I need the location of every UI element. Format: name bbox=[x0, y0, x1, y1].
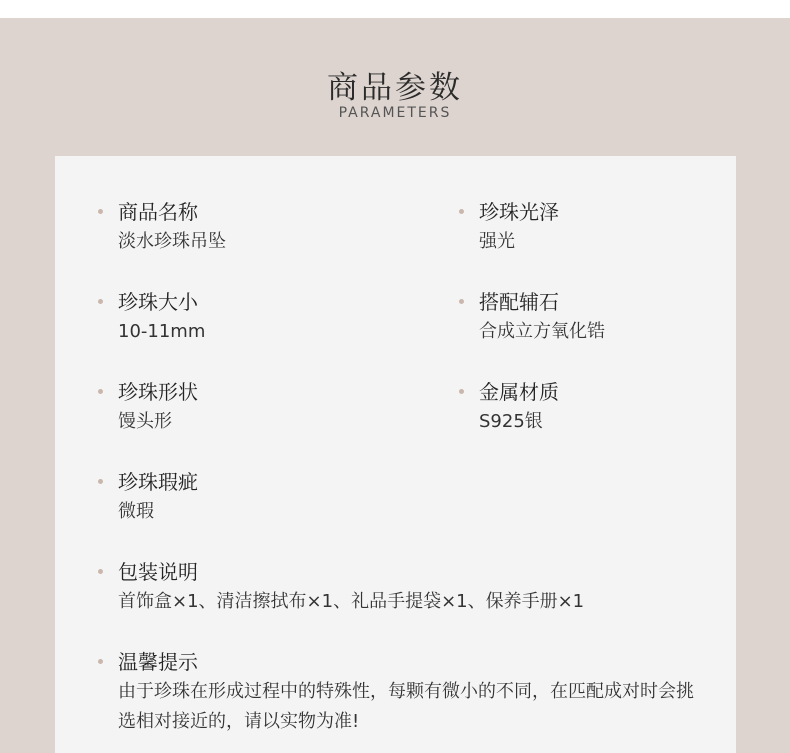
param-product-name bbox=[118, 199, 226, 257]
param-label: 珍珠形状 bbox=[118, 380, 198, 404]
bullet-dot-icon bbox=[459, 389, 464, 394]
bullet-dot-icon bbox=[459, 209, 464, 214]
param-value: 强光 bbox=[479, 231, 515, 252]
param-value: 合成立方氧化锆 bbox=[479, 321, 605, 342]
param-value: 10-11mm bbox=[118, 321, 206, 342]
param-value: 由于珍珠在形成过程中的特殊性，每颗有微小的不同，在匹配成对时会挑选相对接近的，请以实物为准! bbox=[118, 681, 694, 732]
param-value: 淡水珍珠吊坠 bbox=[118, 231, 226, 252]
bullet-dot-icon bbox=[98, 479, 103, 484]
param-pearl-luster bbox=[479, 199, 559, 257]
section-subtitle: PARAMETERS bbox=[338, 105, 452, 121]
param-packaging bbox=[118, 559, 584, 617]
bullet-dot-icon bbox=[459, 299, 464, 304]
param-pearl-size bbox=[118, 289, 205, 347]
param-metal-material bbox=[479, 379, 559, 437]
param-value: 微瑕 bbox=[118, 501, 154, 522]
param-label: 珍珠大小 bbox=[118, 290, 198, 314]
bullet-dot-icon bbox=[98, 659, 103, 664]
bullet-dot-icon bbox=[98, 209, 103, 214]
param-value: 馒头形 bbox=[118, 411, 172, 432]
param-label: 珍珠瑕疵 bbox=[118, 470, 198, 494]
param-pearl-shape bbox=[118, 379, 198, 437]
bullet-dot-icon bbox=[98, 569, 103, 574]
param-label: 包装说明 bbox=[118, 560, 198, 584]
section-title: 商品参数 bbox=[327, 70, 463, 106]
bullet-dot-icon bbox=[98, 389, 103, 394]
parameters-card bbox=[55, 156, 736, 753]
param-accent-stone bbox=[479, 289, 605, 347]
param-label: 金属材质 bbox=[479, 380, 559, 404]
bullet-dot-icon bbox=[98, 299, 103, 304]
param-label: 温馨提示 bbox=[118, 650, 198, 674]
param-label: 搭配辅石 bbox=[479, 290, 559, 314]
param-label: 商品名称 bbox=[118, 200, 198, 224]
param-value: S925银 bbox=[479, 411, 543, 432]
param-notice bbox=[118, 649, 698, 737]
param-value: 首饰盒×1、清洁擦拭布×1、礼品手提袋×1、保养手册×1 bbox=[118, 591, 585, 612]
param-label: 珍珠光泽 bbox=[479, 200, 559, 224]
param-pearl-flaw bbox=[118, 469, 198, 527]
